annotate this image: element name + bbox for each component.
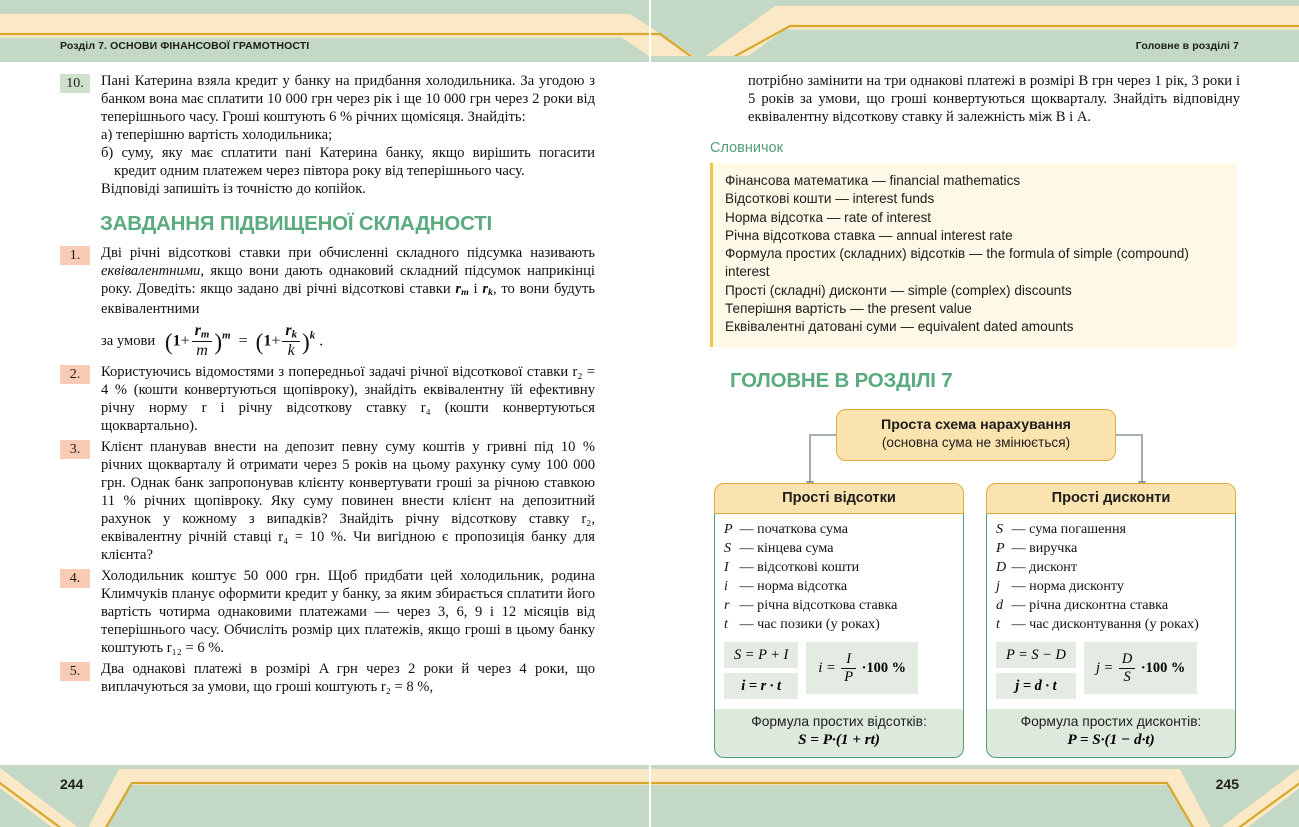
formula-box [996, 673, 1076, 699]
exercise-body [101, 244, 595, 360]
legend-definition: — річна дисконтна ставка [1011, 596, 1169, 613]
exercise-body [101, 72, 595, 198]
exercise-item [60, 438, 595, 564]
exercise-number-badge: 10. [60, 74, 90, 93]
legend-symbol: P [724, 520, 733, 537]
legend-symbol: t [724, 616, 728, 633]
legend-definition: — кінцева сума [739, 539, 834, 556]
legend-row [996, 539, 1227, 558]
page-gutter [649, 0, 651, 827]
root-node-line2: (основна сума не змінюється) [881, 435, 1071, 451]
glossary-entry: Еквівалентні датовані суми — equivalent dated amounts [725, 319, 1074, 335]
legend-row [724, 558, 955, 577]
exercise-number-badge: 1. [60, 246, 90, 265]
exercise-body: Користуючись відомостями з попередньої задачі річної відсоткової ставки r₂ = 4 % (кошти конвертуються щопівроку), знайдіть еквівалентну їй ефективну річну норму r і річну відсоткову ставку r₄ (кошти конвертуються щоквартально). [101, 364, 595, 435]
exercise-10-option-a: а) теперішню вартість холодильника; [101, 127, 333, 144]
fraction-formula [1096, 652, 1185, 685]
formula-box [996, 642, 1076, 668]
legend-symbol: S [724, 539, 732, 556]
exercise-10-option-b: б) суму, яку має сплатити пані Катерина банку, якщо вирішить погасити кредит одним платежем через півтора року від теперішнього часу. [101, 145, 595, 180]
glossary-entry: Річна відсоткова ставка — annual interest rate [725, 227, 1013, 243]
exercise-item [60, 567, 595, 657]
ex1-part2: , якщо вони дають однаковий складний підсумок наприкінці року. Доведіть: якщо задано дві річні відсоткові ставки [101, 263, 595, 298]
exercise-1-formula-line [101, 323, 595, 361]
glossary-box [710, 163, 1237, 347]
fraction-lead: i = [818, 659, 836, 676]
glossary-entry: Прості (складні) дисконти — simple (complex) discounts [725, 282, 1072, 298]
formula-text: P = S − D [1006, 647, 1066, 664]
exercise-10-paragraph: Пані Катерина взяла кредит у банку на придбання холодильника. За угодою з банком вона має сплатити 10 000 грн через рік і ще 10 000 грн через 2 роки від теперішнього часу. Гроші коштують 6 % річних щомісяця. Знайдіть: [101, 73, 595, 126]
arrow-left [810, 435, 838, 483]
legend-symbol: S [996, 520, 1004, 537]
right-page-column [710, 72, 1240, 749]
legend-definition: — дисконт [1011, 558, 1077, 575]
formula-text: i = r · t [741, 678, 782, 695]
fraction-numerator: D [1121, 650, 1133, 667]
left-page-column [60, 72, 595, 699]
card-body [714, 511, 964, 711]
card-title: Прості відсотки [714, 483, 964, 514]
card-body [986, 511, 1236, 711]
legend-symbol: P [996, 539, 1005, 556]
formula-text: S = P + I [734, 647, 789, 664]
legend-symbol: D [996, 558, 1007, 575]
footer-formula: S = P·(1 + rt) [798, 731, 880, 749]
legend-symbol: j [996, 577, 1000, 594]
legend-row [724, 615, 955, 634]
legend-definition: — норма відсотка [739, 577, 848, 594]
legend-symbol: r [724, 596, 730, 613]
exercise-body: Клієнт планував внести на депозит певну суму коштів у гривні під 10 % річних щокварталу й отримати через 5 років на цьому рахунку суму 100 000 грн. Однак банк запропонував клієнту конвертувати гроші за річною ставкою 11 % річних щопівроку. Яку суму повинен внести клієнт на депозитний рахунок у кожному з випадків? Знайдіть річну відсоткову ставку r₂, еквівалентну річній ставці r₄ = 10 %. Чи вигідною є пропозиція банку для клієнта? [101, 439, 595, 564]
fraction-lead: j = [1095, 659, 1114, 676]
diagram-card-simple-discount [986, 483, 1236, 759]
exercise-number-badge: 5. [60, 662, 90, 681]
summary-title: ГОЛОВНЕ В РОЗДІЛІ 7 [730, 368, 953, 392]
card-title: Прості дисконти [986, 483, 1236, 514]
formula-group [996, 642, 1227, 699]
legend-definition: — норма дисконту [1011, 577, 1124, 594]
exercise-item [60, 363, 595, 435]
formula-box [724, 642, 798, 668]
formula-text: j = d · t [1015, 678, 1057, 695]
formula-group [724, 642, 955, 699]
running-head-right: Головне в розділі 7 [1135, 40, 1239, 52]
footer-caption: Формула простих відсотків: [751, 714, 927, 730]
ex1-var-rk: $r_k$ [482, 281, 493, 299]
exercise-item [60, 72, 595, 198]
legend-row [996, 520, 1227, 539]
fraction-tail: ·100 % [1140, 659, 1186, 676]
legend-definition: — початкова сума [739, 520, 848, 537]
legend-symbol: d [996, 596, 1004, 613]
card-footer [986, 709, 1236, 758]
card-footer [714, 709, 964, 758]
formula-column [996, 642, 1076, 699]
legend-row [724, 577, 955, 596]
exercise-number-badge: 3. [60, 440, 90, 459]
ex1-part4: , то вони будуть еквівалентними [101, 281, 596, 317]
fraction [1119, 652, 1135, 685]
exercise-item [60, 244, 595, 360]
fraction-numerator: I [846, 650, 852, 667]
glossary-entry: Відсоткові кошти — interest funds [725, 191, 935, 207]
legend-definition: — час позики (у роках) [739, 616, 880, 633]
legend-row [724, 596, 955, 615]
exercise-10-note: Відповіді запишіть із точністю до копійок. [101, 181, 366, 198]
legend-definition: — час дисконтування (у роках) [1011, 616, 1199, 633]
glossary-entry: Фінансова математика — financial mathematics [725, 173, 1021, 189]
fraction-formula [818, 652, 906, 685]
legend-row [996, 577, 1227, 596]
fraction-denominator: P [844, 668, 854, 685]
continuation-paragraph: потрібно замінити на три однакові платежі в розмірі B грн через 1 рік, 3 роки і 5 років за умови, що гроші конвертуються щокварталу. Знайдіть відповідну еквівалентну відсоткову ставку й залежність між B і A. [748, 73, 1240, 126]
footer-caption: Формула простих дисконтів: [1020, 714, 1202, 730]
page-number-right: 245 [1215, 776, 1239, 792]
exercise-number-badge: 2. [60, 365, 90, 384]
ex1-var-rm: $r_m$ [455, 281, 469, 299]
footer-formula: P = S·(1 − d·t) [1067, 731, 1155, 749]
legend-symbol: t [996, 616, 1000, 633]
running-head-left: Розділ 7. ОСНОВИ ФІНАНСОВОЇ ГРАМОТНОСТІ [60, 40, 310, 52]
root-node-line1: Проста схема нарахування [881, 416, 1071, 433]
ex1-part1: Дві річні відсоткові ставки при обчисленні складного підсумка називають [101, 245, 595, 262]
legend-definition: — відсоткові кошти [739, 558, 860, 575]
glossary-entry: Норма відсотка — rate of interest [725, 209, 932, 225]
legend-row [996, 558, 1227, 577]
exercise-body: Два однакові платежі в розмірі A грн через 2 роки й через 4 роки, що виплачуються за умови, що гроші коштують r₂ = 8 %, [101, 661, 595, 696]
glossary-entry: Формула простих (складних) відсотків — the formula of simple (compound) interest [725, 246, 1189, 280]
arrow-right [1114, 435, 1142, 483]
fraction [841, 652, 856, 685]
formula-lead: за умови [101, 332, 156, 349]
exercise-1-text [101, 244, 595, 317]
glossary-entry: Теперішня вартість — the present value [725, 301, 972, 317]
exercise-body: Холодильник коштує 50 000 грн. Щоб придбати цей холодильник, родина Климчуків планує оформити кредит у банку, за яким збирається сплатити його вартість чотирма однаковими платежами — через 3, 6, 9 і 12 місяців від теперішнього часу. Обчисліть розмір цих платежів, якщо гроші в цьому банку коштують r₁₂ = 6 %. [101, 568, 595, 657]
section-title-advanced: ЗАВДАННЯ ПІДВИЩЕНОЇ СКЛАДНОСТІ [100, 212, 492, 236]
ex1-italic-term: еквівалентними [101, 263, 201, 280]
fraction-tail: ·100 % [861, 659, 907, 676]
exercise-1-formula: (1+ $\frac{r_m}{m}$ )$^m$ = (1+ $\frac{r_k}{k}$ )$^k$ . [164, 321, 324, 360]
formula-box [724, 673, 798, 699]
formula-box-fraction [806, 642, 918, 694]
formula-box-fraction [1084, 642, 1197, 694]
legend-row [996, 615, 1227, 634]
glossary-title: Словничок [710, 140, 783, 157]
diagram-root-node [836, 409, 1116, 462]
exercise-item [60, 660, 595, 696]
legend-row [724, 520, 955, 539]
legend-row [724, 539, 955, 558]
page-number-left: 244 [60, 776, 84, 792]
legend-symbol: i [724, 577, 728, 594]
ex1-part3: і [468, 281, 483, 298]
exercise-number-badge: 4. [60, 569, 90, 588]
summary-diagram [710, 405, 1240, 749]
legend-definition: — річна відсоткова ставка [739, 596, 898, 613]
legend-definition: — сума погашення [1011, 520, 1126, 537]
fraction-denominator: S [1123, 668, 1131, 685]
formula-column [724, 642, 798, 699]
legend-definition: — виручка [1011, 539, 1078, 556]
legend-row [996, 596, 1227, 615]
legend-symbol: I [724, 558, 729, 575]
diagram-card-simple-interest [714, 483, 964, 759]
